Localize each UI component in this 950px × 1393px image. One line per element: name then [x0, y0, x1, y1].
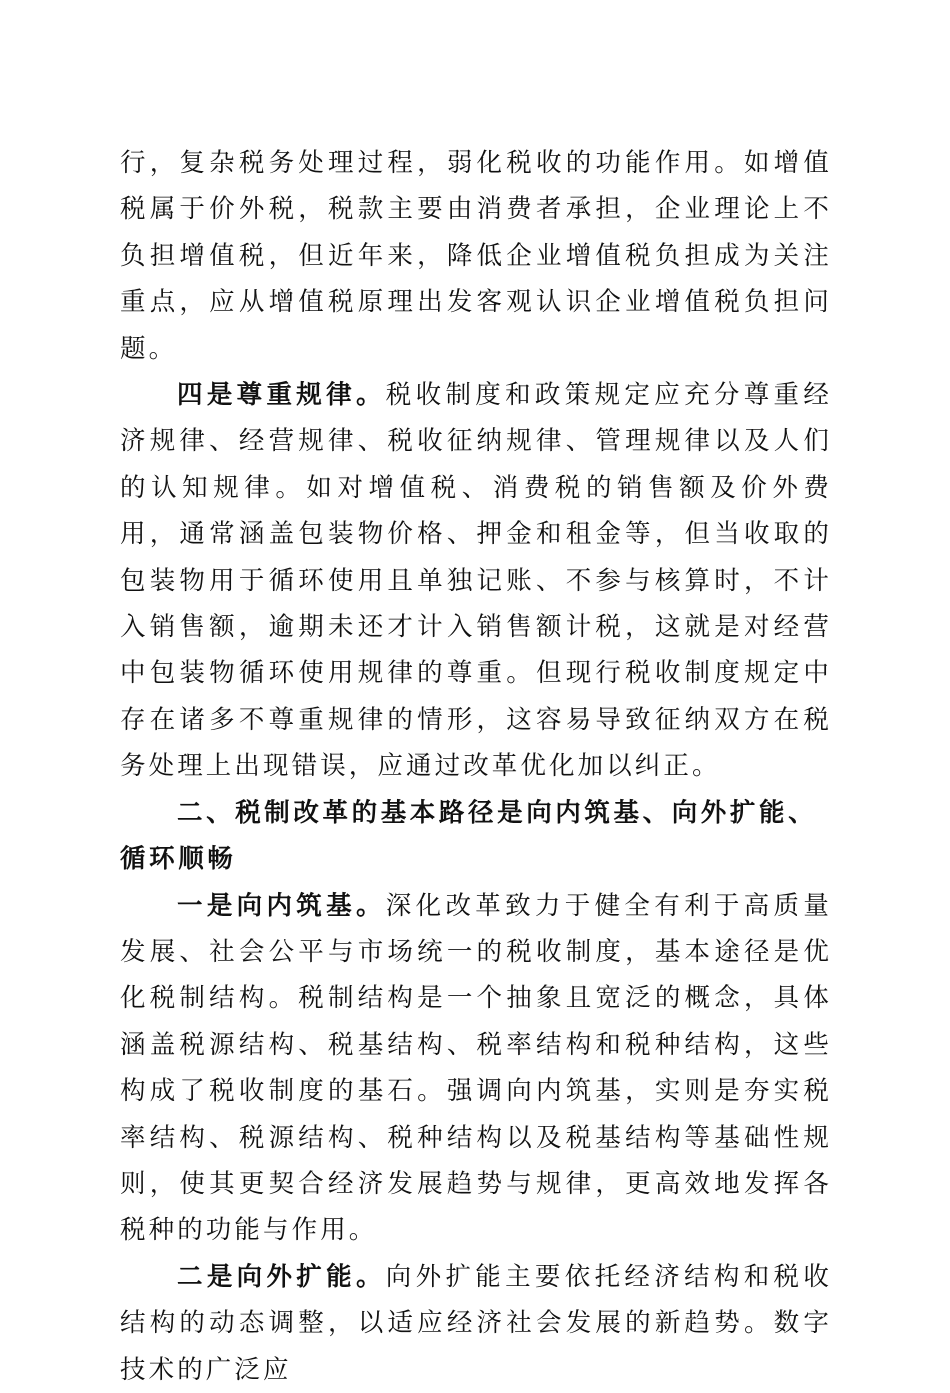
paragraph-text: 税收制度和政策规定应充分尊重经济规律、经营规律、税收征纳规律、管理规律以及人们的认知规律。如对增值税、消费税的销售额及价外费用，通常涵盖包装物价格、押金和租金等，但当收取的包装物用于循环使用且单独记账、不参与核算时，不计入销售额，逾期未还才计入销售额计税，这就是对经营中包装物循环使用规律的尊重。但现行税收制度规定中存在诸多不尊重规律的情形，这容易导致征纳双方在税务处理上出现错误，应通过改革优化加以纠正。: [120, 380, 832, 782]
document-body: [120, 140, 832, 1393]
paragraph-lead: 二是向外扩能。: [177, 1261, 386, 1292]
paragraph-outward-expansion: [120, 1254, 832, 1393]
paragraph-lead: 四是尊重规律。: [177, 380, 386, 411]
paragraph-respect-laws: [120, 372, 832, 790]
paragraph-continued: [120, 140, 832, 372]
paragraph-text: 深化改革致力于健全有利于高质量发展、社会公平与市场统一的税收制度，基本途径是优化税制结构。税制结构是一个抽象且宽泛的概念，具体涵盖税源结构、税基结构、税率结构和税种结构，这些构成了税收制度的基石。强调向内筑基，实则是夯实税率结构、税源结构、税种结构以及税基结构等基础性规则，使其更契合经济发展趋势与规律，更高效地发挥各税种的功能与作用。: [120, 890, 832, 1246]
paragraph-text: 向外扩能主要依托经济结构和税收结构的动态调整，以适应经济社会发展的新趋势。数字技术的广泛应: [120, 1261, 832, 1385]
section-heading: 二、税制改革的基本路径是向内筑基、向外扩能、循环顺畅: [120, 797, 818, 875]
paragraph-inward-foundation: [120, 883, 832, 1254]
paragraph-text: 行，复杂税务处理过程，弱化税收的功能作用。如增值税属于价外税，税款主要由消费者承担，企业理论上不负担增值税，但近年来，降低企业增值税负担成为关注重点，应从增值税原理出发客观认识企业增值税负担问题。: [120, 148, 832, 364]
paragraph-lead: 一是向内筑基。: [177, 890, 386, 921]
